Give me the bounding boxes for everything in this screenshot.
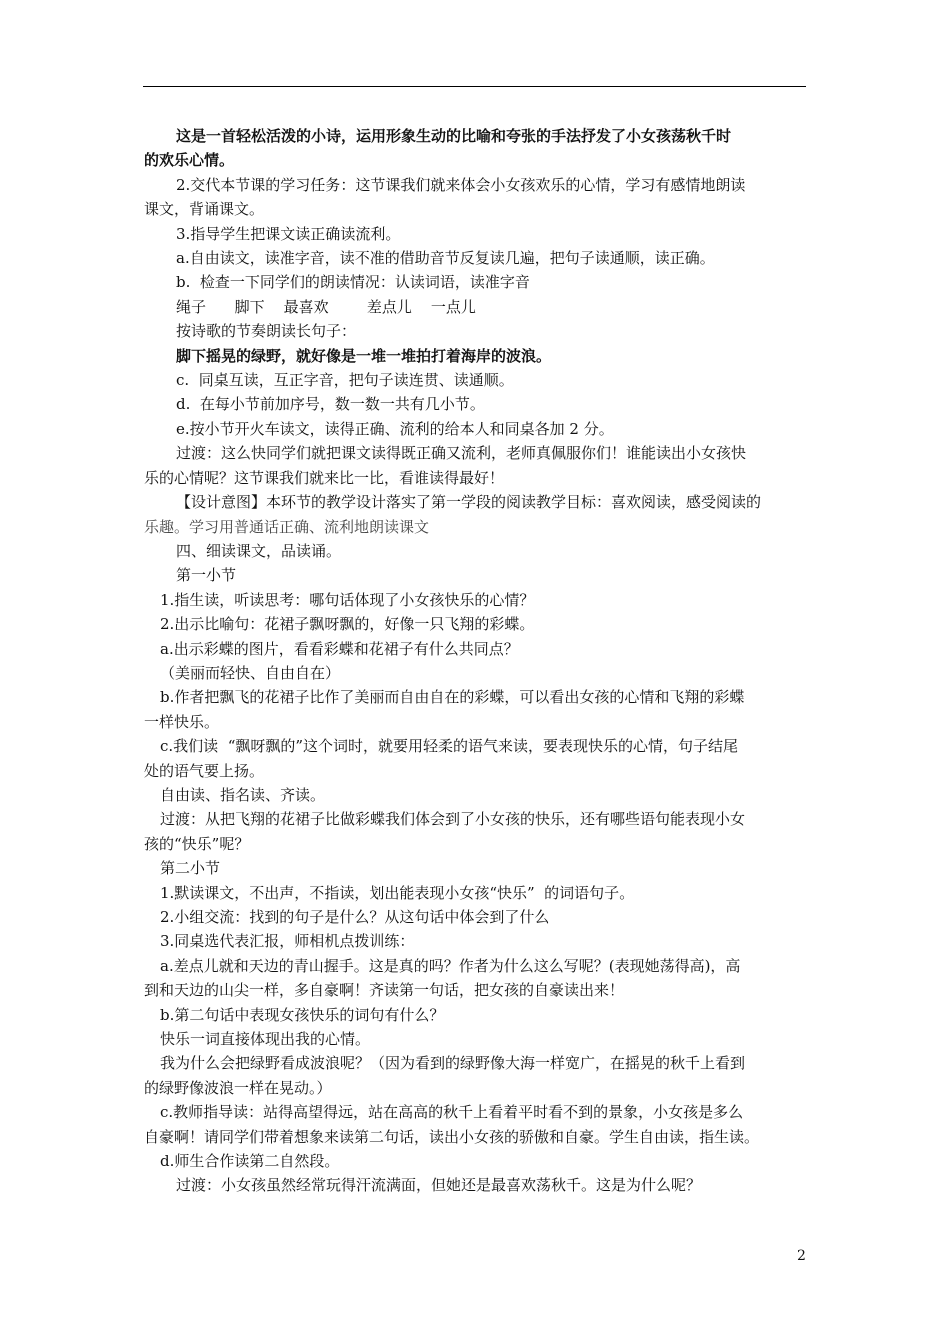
text-line: c. 同桌互读，互正字音，把句子读连贯、读通顺。: [176, 371, 514, 390]
text-line: 快乐一词直接体现出我的心情。: [160, 1030, 371, 1049]
text-line: 处的语气要上扬。: [144, 761, 265, 780]
header-rule: [143, 86, 806, 87]
text-line: b. 检查一下同学们的朗读情况：认读词语，读准字音: [176, 273, 530, 292]
text-line: d.师生合作读第二自然段。: [160, 1152, 340, 1171]
text-line: c.教师指导读：站得高望得远，站在高高的秋千上看着平时看不到的景象，小女孩是多么: [160, 1103, 744, 1122]
text-line: b.第二句话中表现女孩快乐的词句有什么？: [160, 1005, 445, 1024]
text-line: 3.同桌选代表汇报，师相机点拨训练：: [160, 932, 415, 951]
text-line: 自豪啊！请同学们带着想象来读第二句话，读出小女孩的骄傲和自豪。学生自由读，指生读。: [144, 1127, 760, 1146]
section-heading: 四、细读课文，品读诵。: [176, 541, 342, 560]
text-line: 的欢乐心情。: [144, 151, 235, 170]
text-line: a.出示彩蝶的图片，看看彩蝶和花裙子有什么共同点？: [160, 639, 519, 658]
text-line: 一样快乐。: [144, 712, 220, 731]
text-line: e.按小节开火车读文，读得正确、流利的给本人和同桌各加 2 分。: [176, 419, 614, 438]
text-line: 孩的“快乐”呢？: [144, 834, 250, 853]
subsection-heading: 第二小节: [160, 859, 221, 878]
text-line: 的绿野像波浪一样在晃动。）: [144, 1078, 332, 1097]
text-line: 脚下摇晃的绿野，就好像是一堆一堆拍打着海岸的波浪。: [176, 346, 552, 365]
text-line: 2.出示比喻句：花裙子飘呀飘的，好像一只飞翔的彩蝶。: [160, 615, 535, 634]
text-line: 过渡：从把飞翔的花裙子比做彩蝶我们体会到了小女孩的快乐，还有哪些语句能表现小女: [160, 810, 746, 829]
text-line: 按诗歌的节奏朗读长句子：: [176, 322, 357, 341]
text-line: 1.指生读，听读思考：哪句话体现了小女孩快乐的心情？: [160, 590, 535, 609]
text-line: 2.交代本节课的学习任务：这节课我们就来体会小女孩欢乐的心情，学习有感情地朗读: [176, 175, 746, 194]
document-body: [144, 124, 808, 1198]
text-line: d. 在每小节前加序号，数一数一共有几小节。: [176, 395, 485, 414]
text-line: （美丽而轻快、自由自在）: [160, 663, 341, 682]
text-line: a.自由读文，读准字音，读不准的借助音节反复读几遍，把句子读通顺，读正确。: [176, 249, 715, 268]
text-line: 3.指导学生把课文读正确读流利。: [176, 224, 401, 243]
text-line: 我为什么会把绿野看成波浪呢？（因为看到的绿野像大海一样宽广，在摇晃的秋千上看到: [160, 1054, 746, 1073]
word-list: 绳子 脚下 最喜欢 差点儿 一点儿: [176, 297, 476, 316]
text-line: 过渡：小女孩虽然经常玩得汗流满面，但她还是最喜欢荡秋千。这是为什么呢？: [176, 1176, 702, 1195]
text-line: 到和天边的山尖一样，多自豪啊！齐读第一句话，把女孩的自豪读出来！: [144, 981, 625, 1000]
page-number: 2: [797, 1248, 806, 1264]
text-line: 乐趣。学习用普通话正确、流利地朗读课文: [144, 517, 430, 536]
text-line: 2.小组交流：找到的句子是什么？从这句话中体会到了什么: [160, 908, 550, 926]
text-line: c.我们读 “飘呀飘的”这个词时，就要用轻柔的语气来读，要表现快乐的心情，句子结尾: [160, 737, 739, 756]
text-line: 乐的心情呢？这节课我们就来比一比，看谁读得最好！: [144, 468, 505, 487]
text-line: a.差点儿就和天边的青山握手。这是真的吗？作者为什么这么写呢？(表现她荡得高)，高: [160, 956, 741, 975]
subsection-heading: 第一小节: [176, 566, 237, 585]
text-line: 这是一首轻松活泼的小诗，运用形象生动的比喻和夸张的手法抒发了小女孩荡秋千时: [176, 127, 732, 145]
text-line: 1.默读课文，不出声，不指读，划出能表现小女孩“快乐” 的词语句子。: [160, 883, 635, 902]
text-line: 【设计意图】本环节的教学设计落实了第一学段的阅读教学目标：喜欢阅读，感受阅读的: [176, 493, 762, 512]
text-line: 过渡：这么快同学们就把课文读得既正确又流利，老师真佩服你们！谁能读出小女孩快: [176, 444, 747, 463]
text-line: b.作者把飘飞的花裙子比作了美丽而自由自在的彩蝶，可以看出女孩的心情和飞翔的彩蝶: [160, 688, 745, 707]
text-line: 自由读、指名读、齐读。: [160, 785, 326, 804]
text-line: 课文，背诵课文。: [144, 200, 265, 219]
